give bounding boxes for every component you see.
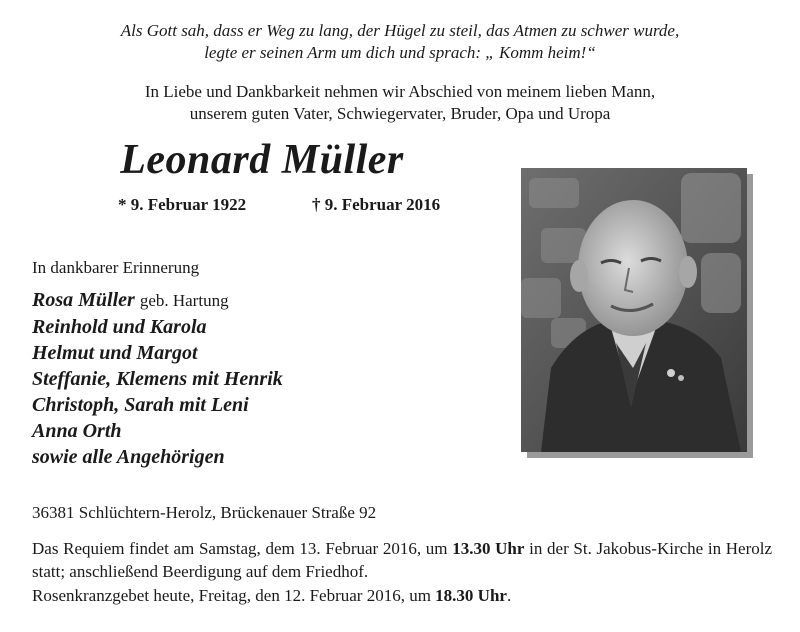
quote-line-1: Als Gott sah, dass er Weg zu lang, der Hügel zu steil, das Atmen zu schwer wurde, — [120, 21, 680, 40]
rosary-text: Rosenkranzgebet heute, Freitag, den 12. Februar 2016, um — [32, 586, 431, 605]
family-address: 36381 Schlüchtern-Herolz, Brückenauer Straße 92 — [32, 503, 377, 522]
mourner-maiden-name: geb. Hartung — [139, 291, 229, 310]
portrait-photo-icon — [521, 168, 747, 452]
intro-line-1: In Liebe und Dankbarkeit nehmen wir Abschied von meinem lieben Mann, — [144, 82, 656, 101]
quote-line-2: legte er seinen Arm um dich und sprach: „ Komm heim!“ — [204, 43, 596, 62]
intro-line-2: unserem guten Vater, Schwiegervater, Bruder, Opa und Uropa — [189, 104, 611, 123]
farewell-intro — [0, 81, 800, 125]
rosary-end: . — [506, 586, 512, 605]
mourner-row: Christoph, Sarah mit Leni — [32, 394, 249, 416]
mourner-row — [32, 287, 283, 314]
rosary-notice — [32, 586, 511, 606]
mourner-name: Rosa Müller — [32, 289, 135, 311]
death-date: † 9. Februar 2016 — [312, 195, 441, 214]
rosary-time: 18.30 Uhr — [435, 586, 507, 605]
requiem-text-1: Das Requiem findet am Samstag, dem 13. Februar 2016, um — [32, 539, 448, 558]
memory-heading: In dankbarer Erinnerung — [32, 258, 200, 277]
portrait-illustration — [521, 168, 747, 452]
mourners-list — [32, 287, 283, 470]
mourner-row: Steffanie, Klemens mit Henrik — [32, 368, 283, 390]
epitaph-quote — [0, 20, 800, 64]
mourner-row: Reinhold und Karola — [32, 316, 207, 338]
deceased-name: Leonard Müller — [120, 137, 404, 183]
requiem-text-2: in der St. Jakobus-Kirche in Herolz statt; anschließend Beerdigung auf dem Friedhof. — [32, 539, 773, 581]
mourner-row: sowie alle Angehörigen — [32, 446, 225, 468]
birth-date: * 9. Februar 1922 — [118, 195, 247, 214]
requiem-time: 13.30 Uhr — [452, 539, 525, 558]
mourner-row: Helmut und Margot — [32, 342, 198, 364]
mourner-row: Anna Orth — [32, 420, 122, 442]
requiem-notice — [32, 537, 772, 583]
